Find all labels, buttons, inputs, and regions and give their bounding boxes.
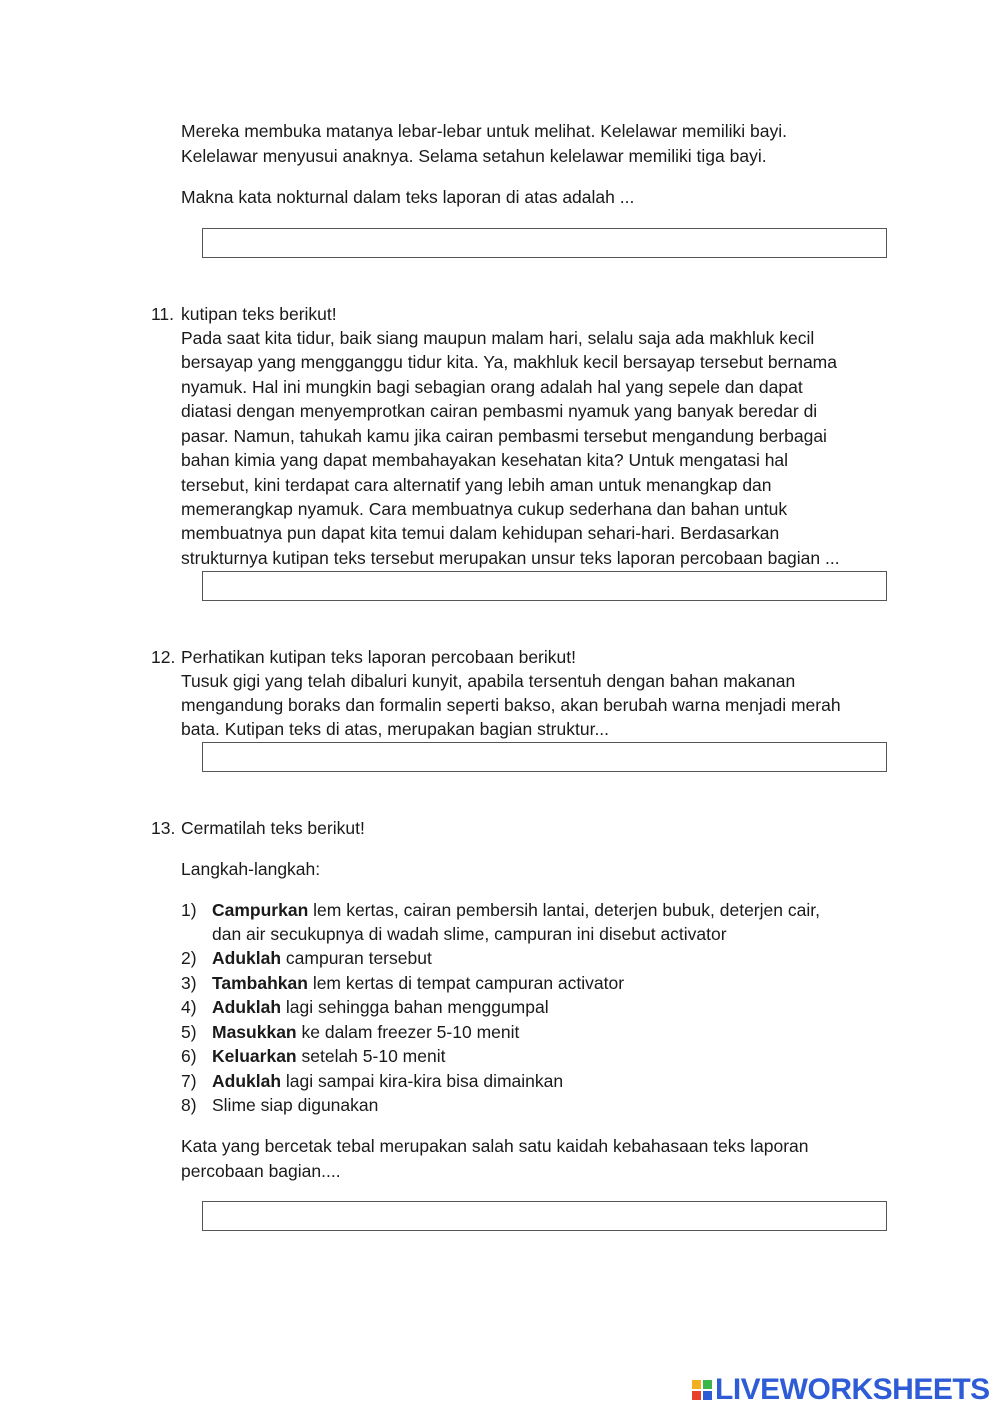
q11-line: bersayap yang mengganggu tidur kita. Ya, makhluk kecil bersayap tersebut bernama	[181, 352, 837, 372]
logo-grid-icon	[692, 1380, 712, 1400]
step-text: Slime siap digunakan	[212, 1095, 379, 1115]
step-number: 7)	[181, 1071, 197, 1091]
q11-line: diatasi dengan menyemprotkan cairan pembasmi nyamuk yang banyak beredar di	[181, 401, 818, 421]
step-text: lagi sehingga bahan menggumpal	[281, 997, 549, 1017]
question-number: 13.	[151, 818, 176, 838]
q11-line: bahan kimia yang dapat membahayakan kesehatan kita? Untuk mengatasi hal	[181, 450, 789, 470]
q13-question-line: Kata yang bercetak tebal merupakan salah satu kaidah kebahasaan teks laporan	[181, 1136, 809, 1156]
step-verb: Campurkan	[212, 900, 309, 920]
question-number: 11.	[151, 304, 175, 324]
intro-line: Mereka membuka matanya lebar-lebar untuk melihat. Kelelawar memiliki bayi.	[181, 121, 787, 141]
question-number: 12.	[151, 647, 176, 667]
q11-line: nyamuk. Hal ini mungkin bagi sebagian orang adalah hal yang sepele dan dapat	[181, 377, 803, 397]
step-item	[181, 995, 549, 1020]
q11-line: pasar. Namun, tahukah kamu jika cairan pembasmi tersebut mengandung berbagai	[181, 426, 827, 446]
step-item	[181, 1093, 378, 1118]
step-number: 6)	[181, 1046, 197, 1066]
step-text: ke dalam freezer 5-10 menit	[296, 1022, 520, 1042]
answer-input-11[interactable]	[202, 571, 887, 601]
step-verb: Tambahkan	[212, 973, 308, 993]
q11-line: membuatnya pun dapat kita temui dalam kehidupan sehari-hari. Berdasarkan	[181, 523, 780, 543]
step-verb: Aduklah	[212, 948, 282, 968]
step-number: 3)	[181, 973, 197, 993]
q12-line: Tusuk gigi yang telah dibaluri kunyit, apabila tersentuh dengan bahan makanan	[181, 671, 796, 691]
intro-question: Makna kata nokturnal dalam teks laporan di atas adalah ...	[181, 187, 635, 207]
step-number: 1)	[181, 900, 197, 920]
step-verb: Masukkan	[212, 1022, 297, 1042]
logo-square	[703, 1391, 712, 1400]
q12-line: Perhatikan kutipan teks laporan percobaan berikut!	[181, 647, 576, 667]
q11-line: memerangkap nyamuk. Cara membuatnya cukup sederhana dan bahan untuk	[181, 499, 788, 519]
q11-line: tersebut, kini terdapat cara alternatif yang lebih aman untuk menangkap dan	[181, 475, 772, 495]
step-number: 5)	[181, 1022, 197, 1042]
step-item	[181, 946, 432, 971]
logo-square	[703, 1380, 712, 1389]
step-text: campuran tersebut	[281, 948, 432, 968]
step-item	[181, 1020, 519, 1045]
step-text: lem kertas di tempat campuran activator	[307, 973, 625, 993]
step-item	[181, 1044, 445, 1069]
answer-input-13[interactable]	[202, 1201, 887, 1231]
step-item	[181, 971, 624, 996]
liveworksheets-logo	[692, 1374, 990, 1406]
step-number: 4)	[181, 997, 197, 1017]
step-number: 2)	[181, 948, 197, 968]
logo-text: LIVEWORKSHEETS	[715, 1373, 990, 1406]
step-verb: Aduklah	[212, 997, 282, 1017]
q11-line: Pada saat kita tidur, baik siang maupun malam hari, selalu saja ada makhluk kecil	[181, 328, 815, 348]
q11-line: strukturnya kutipan teks tersebut merupakan unsur teks laporan percobaan bagian ...	[181, 548, 840, 568]
step-continuation: dan air secukupnya di wadah slime, campuran ini disebut activator	[212, 924, 727, 944]
step-item	[181, 1069, 563, 1094]
q13-subtitle: Langkah-langkah:	[181, 859, 321, 879]
logo-square	[692, 1380, 701, 1389]
answer-input-12[interactable]	[202, 742, 887, 772]
step-verb: Keluarkan	[212, 1046, 297, 1066]
logo-square	[692, 1391, 701, 1400]
step-text: lagi sampai kira-kira bisa dimainkan	[281, 1071, 564, 1091]
intro-line: Kelelawar menyusui anaknya. Selama setahun kelelawar memiliki tiga bayi.	[181, 146, 767, 166]
answer-input-10[interactable]	[202, 228, 887, 258]
q12-line: mengandung boraks dan formalin seperti bakso, akan berubah warna menjadi merah	[181, 695, 841, 715]
q13-title: Cermatilah teks berikut!	[181, 818, 365, 838]
q13-question-line: percobaan bagian....	[181, 1161, 341, 1181]
step-verb: Aduklah	[212, 1071, 282, 1091]
step-text: setelah 5-10 menit	[296, 1046, 446, 1066]
q12-line: bata. Kutipan teks di atas, merupakan bagian struktur...	[181, 719, 610, 739]
step-text: lem kertas, cairan pembersih lantai, deterjen bubuk, deterjen cair,	[308, 900, 820, 920]
step-item	[181, 898, 820, 923]
step-number: 8)	[181, 1095, 197, 1115]
q11-line: kutipan teks berikut!	[181, 304, 337, 324]
